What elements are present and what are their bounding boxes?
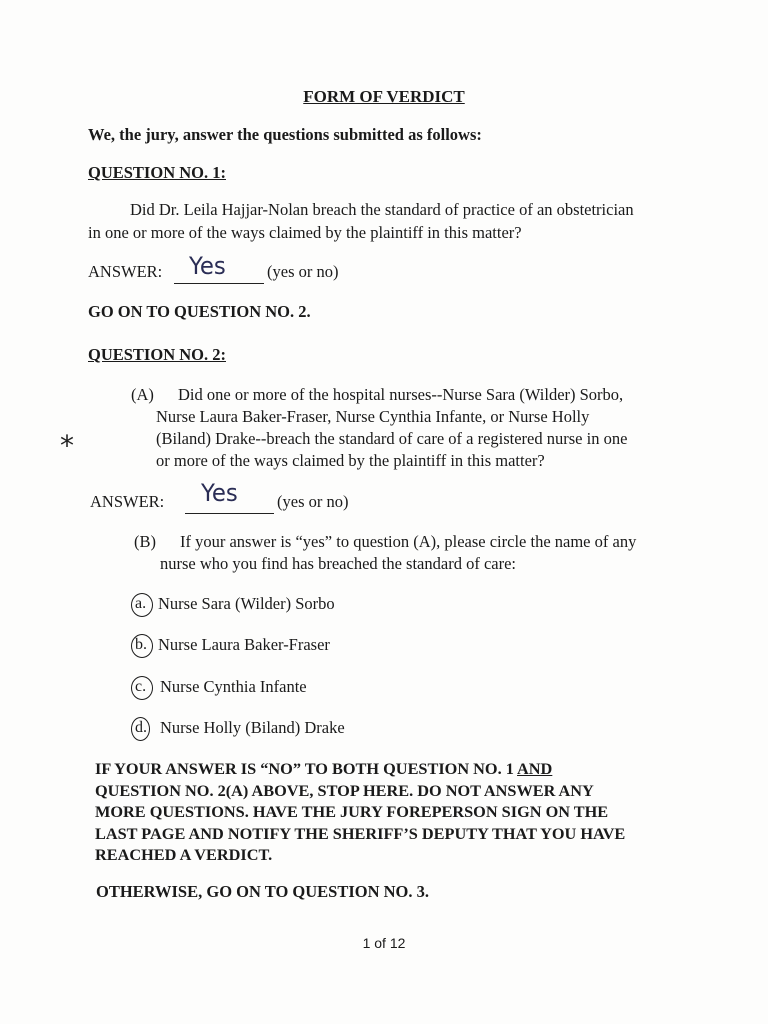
stop-instructions-line5: REACHED A VERDICT.: [95, 845, 273, 864]
intro-text: We, the jury, answer the questions submitted as follows:: [88, 125, 482, 144]
question-2a-line4: or more of the ways claimed by the plaintiff in this matter?: [156, 451, 545, 470]
form-title: FORM OF VERDICT: [303, 87, 465, 106]
option-a-name: Nurse Sara (Wilder) Sorbo: [158, 594, 335, 613]
question-2b-line2: nurse who you find has breached the standard of care:: [160, 554, 516, 573]
question-2a-line3: (Biland) Drake--breach the standard of care of a registered nurse in one: [156, 429, 628, 448]
question-1-text-line2: in one or more of the ways claimed by the plaintiff in this matter?: [88, 223, 522, 242]
question-2a-line1: Did one or more of the hospital nurses--Nurse Sara (Wilder) Sorbo,: [178, 385, 624, 404]
question-2-answer-hint: (yes or no): [277, 492, 349, 511]
handwritten-asterisk-mark: *: [60, 429, 74, 462]
question-2-heading: QUESTION NO. 2:: [88, 345, 226, 364]
question-2b-marker: (B): [134, 532, 156, 551]
option-c-letter: c.: [135, 678, 147, 695]
stop-instructions-line3: MORE QUESTIONS. HAVE THE JURY FOREPERSON SIGN ON THE: [95, 802, 609, 821]
question-1-handwritten-answer: Yes: [188, 252, 226, 280]
option-b-name: Nurse Laura Baker-Fraser: [158, 635, 330, 654]
question-1-answer-line[interactable]: [174, 282, 264, 284]
stop-instructions-line2: QUESTION NO. 2(A) ABOVE, STOP HERE. DO NOT ANSWER ANY: [95, 780, 594, 800]
question-2a-marker: (A): [131, 385, 154, 404]
option-d-name: Nurse Holly (Biland) Drake: [160, 718, 345, 737]
option-a-letter: a.: [135, 595, 147, 612]
stop-instructions-and: AND: [517, 759, 553, 778]
question-1-answer-label: ANSWER:: [88, 262, 163, 281]
question-1-heading: QUESTION NO. 1:: [88, 163, 226, 182]
question-1-answer-hint: (yes or no): [267, 262, 339, 281]
question-2-answer-line[interactable]: [185, 512, 274, 514]
option-b-letter: b.: [135, 636, 147, 653]
question-2b-line1: If your answer is “yes” to question (A), please circle the name of any: [180, 532, 637, 551]
question-1-text-line1: Did Dr. Leila Hajjar-Nolan breach the standard of practice of an obstetrician: [130, 200, 634, 219]
question-1-go-on: GO ON TO QUESTION NO. 2.: [88, 302, 311, 321]
stop-instructions-line1a: IF YOUR ANSWER IS “NO” TO BOTH QUESTION NO. 1: [95, 759, 518, 778]
option-c-name: Nurse Cynthia Infante: [160, 677, 307, 696]
question-2-answer-label: ANSWER:: [90, 492, 165, 511]
option-d-letter: d.: [135, 719, 147, 736]
question-2-handwritten-answer: Yes: [200, 479, 238, 507]
stop-instructions-line4: LAST PAGE AND NOTIFY THE SHERIFF’S DEPUTY THAT YOU HAVE: [95, 823, 626, 843]
question-2a-line2: Nurse Laura Baker-Fraser, Nurse Cynthia Infante, or Nurse Holly: [156, 407, 590, 426]
otherwise-instruction: OTHERWISE, GO ON TO QUESTION NO. 3.: [96, 882, 430, 901]
stop-instructions: [95, 758, 695, 866]
page-number: 1 of 12: [362, 935, 406, 951]
